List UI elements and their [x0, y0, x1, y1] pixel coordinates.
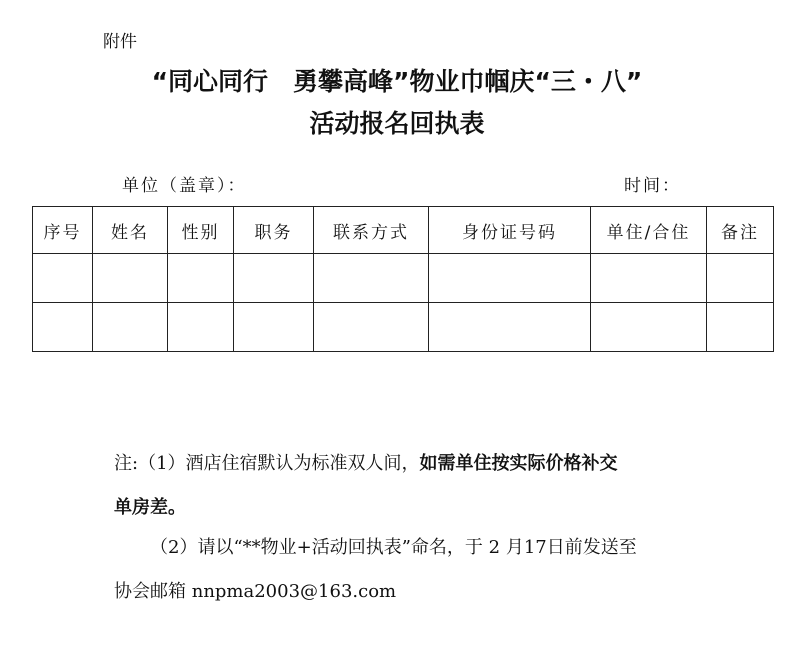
registration-table — [32, 206, 774, 352]
header-serial-number: 序号 — [33, 207, 93, 254]
unit-seal-label: 单位（盖章）： — [122, 176, 247, 196]
header-room-type: 单住/合住 — [591, 207, 707, 254]
table-cell[interactable] — [314, 303, 429, 352]
table-cell[interactable] — [234, 254, 314, 303]
header-name: 姓名 — [93, 207, 168, 254]
header-gender: 性别 — [168, 207, 234, 254]
table-cell[interactable] — [314, 254, 429, 303]
table-row — [33, 303, 774, 352]
table-cell[interactable] — [33, 254, 93, 303]
table-cell[interactable] — [429, 303, 591, 352]
note-1 — [114, 442, 714, 530]
table-cell[interactable] — [591, 254, 707, 303]
header-id-number: 身份证号码 — [429, 207, 591, 254]
note-2 — [114, 526, 714, 614]
table-cell[interactable] — [707, 303, 774, 352]
table-cell[interactable] — [93, 254, 168, 303]
note-2-line-2: 协会邮箱 nnpma2003@163.com — [114, 581, 397, 602]
note-1-bold-continuation: 单房差。 — [114, 497, 186, 518]
table-cell[interactable] — [33, 303, 93, 352]
table-cell[interactable] — [93, 303, 168, 352]
table-cell[interactable] — [429, 254, 591, 303]
table-cell[interactable] — [168, 303, 234, 352]
table-cell[interactable] — [234, 303, 314, 352]
form-title-line-2: 活动报名回执表 — [309, 109, 485, 138]
time-label: 时间： — [624, 176, 681, 196]
note-1-text: 注:（1）酒店住宿默认为标准双人间， — [114, 453, 420, 474]
header-contact: 联系方式 — [314, 207, 429, 254]
note-1-bold-text: 如需单住按实际价格补交 — [419, 453, 618, 474]
header-position: 职务 — [234, 207, 314, 254]
table-row — [33, 254, 774, 303]
header-remarks: 备注 — [707, 207, 774, 254]
table-cell[interactable] — [707, 254, 774, 303]
attachment-label: 附件 — [103, 32, 137, 52]
note-2-line-1: （2）请以“**物业+活动回执表”命名，于 2 月17日前发送至 — [150, 537, 637, 558]
table-cell[interactable] — [591, 303, 707, 352]
table-cell[interactable] — [168, 254, 234, 303]
table-header-row — [33, 207, 774, 254]
form-title-line-1: “同心同行 勇攀高峰”物业巾帼庆“三・八” — [151, 67, 643, 96]
